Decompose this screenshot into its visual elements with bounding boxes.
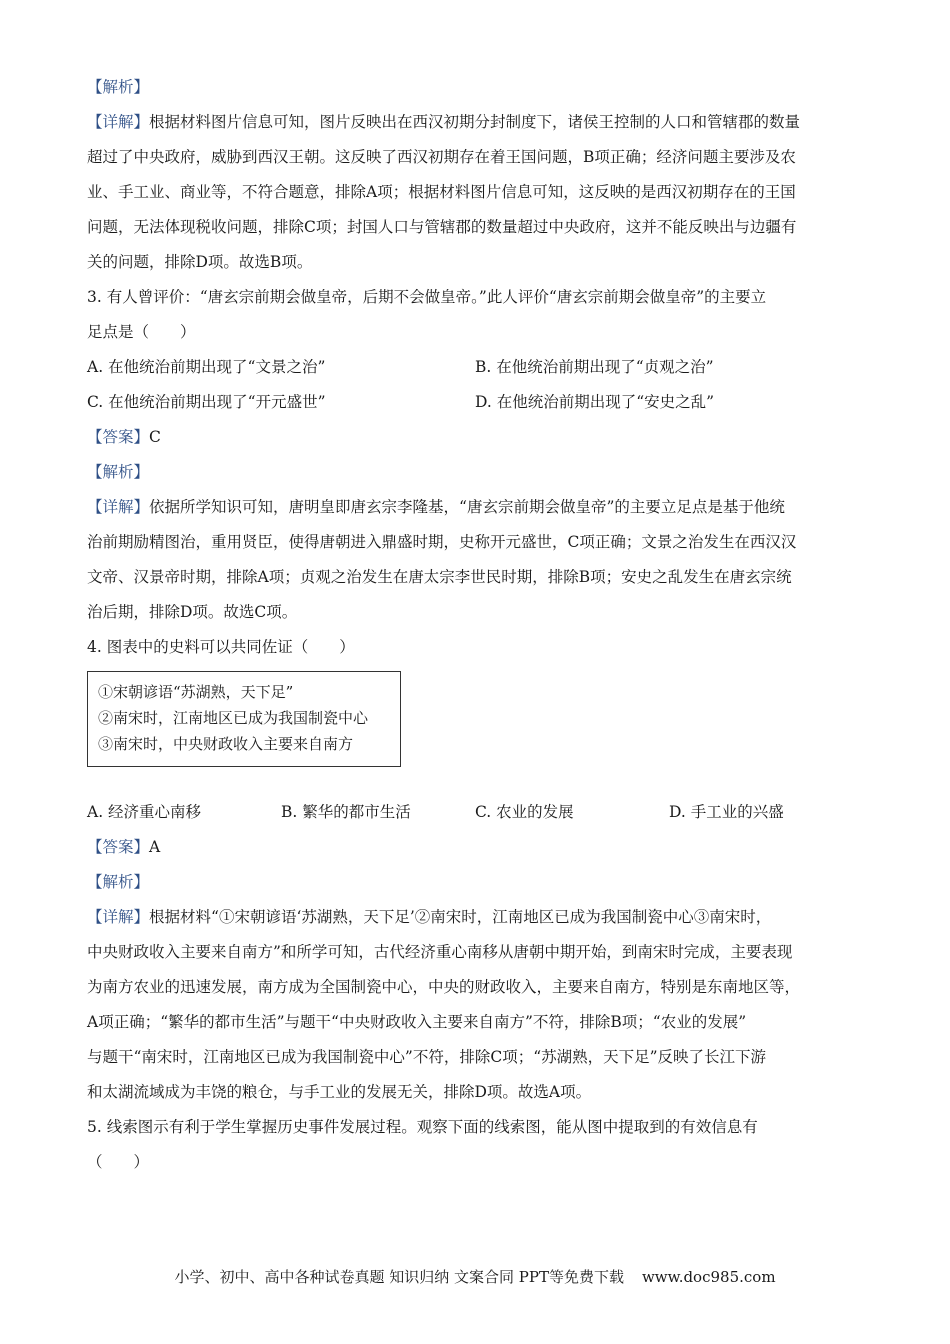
document-page <box>87 70 862 1180</box>
q4-answer: 【答案】A <box>87 838 161 856</box>
q3-detail-line-2: 文帝、汉景帝时期，排除A项；贞观之治发生在唐太宗李世民时期，排除B项；安史之乱发生在唐玄宗统 <box>87 568 792 586</box>
q3-option-a: A. 在他统治前期出现了“文景之治” <box>87 358 326 376</box>
q4-source-item-2: ②南宋时，江南地区已成为我国制瓷中心 <box>98 709 369 727</box>
q4-options-row <box>87 795 862 830</box>
q4-option-c: C. 农业的发展 <box>475 803 574 821</box>
q2-detail-line-1: 超过了中央政府，威胁到西汉王朝。这反映了西汉初期存在着王国问题，B项正确；经济问题主要涉及农 <box>87 148 796 166</box>
q4-detail-line-1: 中央财政收入主要来自南方”和所学可知，古代经济重心南移从唐朝中期开始，到南宋时完成，主要表现 <box>87 943 793 961</box>
q4-detail-line-0: 【详解】根据材料“①宋朝谚语‘苏湖熟，天下足’②南宋时，江南地区已成为我国制瓷中心③南宋时， <box>87 908 772 926</box>
q3-options-row-2 <box>87 385 862 420</box>
q3-answer: 【答案】C <box>87 428 161 446</box>
footer-text: 小学、初中、高中各种试卷真题 知识归纳 文案合同 PPT等免费下载 <box>174 1268 624 1286</box>
q5-stem-line-0: 5. 线索图示有利于学生掌握历史事件发展过程。观察下面的线索图，能从图中提取到的有效信息有 <box>87 1118 758 1136</box>
q4-detail-line-2: 为南方农业的迅速发展，南方成为全国制瓷中心，中央的财政收入，主要来自南方，特别是东南地区等， <box>87 978 801 996</box>
q4-stem: 4. 图表中的史料可以共同佐证（ ） <box>87 638 355 656</box>
q4-source-item-3: ③南宋时，中央财政收入主要来自南方 <box>98 735 354 753</box>
q2-detail-line-2: 业、手工业、商业等，不符合题意，排除A项；根据材料图片信息可知，这反映的是西汉初期存在的王国 <box>87 183 796 201</box>
q2-analysis-tag: 【解析】 <box>87 78 150 96</box>
q3-option-d: D. 在他统治前期出现了“安史之乱” <box>475 393 715 411</box>
q3-detail-line-3: 治后期，排除D项。故选C项。 <box>87 603 298 621</box>
q4-option-d: D. 手工业的兴盛 <box>669 803 784 821</box>
q2-detail-line-0: 【详解】根据材料图片信息可知，图片反映出在西汉初期分封制度下，诸侯王控制的人口和管辖郡的数量 <box>87 113 801 131</box>
footer-site: www.doc985.com <box>641 1268 776 1286</box>
q3-options-row-1 <box>87 350 862 385</box>
q3-analysis-tag: 【解析】 <box>87 463 150 481</box>
q3-detail-line-0: 【详解】依据所学知识可知，唐明皇即唐玄宗李隆基，“唐玄宗前期会做皇帝”的主要立足点是基于他统 <box>87 498 785 516</box>
q2-detail-line-4: 关的问题，排除D项。故选B项。 <box>87 253 313 271</box>
q3-detail-line-1: 治前期励精图治，重用贤臣，使得唐朝进入鼎盛时期，史称开元盛世，C项正确；文景之治发生在西汉汉 <box>87 533 797 551</box>
page-footer <box>0 1266 950 1287</box>
q5-stem-line-1: （ ） <box>87 1153 150 1171</box>
q4-analysis-tag: 【解析】 <box>87 873 150 891</box>
q4-option-a: A. 经济重心南移 <box>87 803 202 821</box>
q4-detail-line-3: A项正确；“繁华的都市生活”与题干“中央财政收入主要来自南方”不符，排除B项；“农业的发展” <box>87 1013 747 1031</box>
q4-detail-line-4: 与题干“南宋时，江南地区已成为我国制瓷中心”不符，排除C项；“苏湖熟，天下足”反映了长江下游 <box>87 1048 767 1066</box>
q4-detail-line-5: 和太湖流域成为丰饶的粮仓，与手工业的发展无关，排除D项。故选A项。 <box>87 1083 592 1101</box>
q3-stem-line-0: 3. 有人曾评价：“唐玄宗前期会做皇帝，后期不会做皇帝。”此人评价“唐玄宗前期会做皇帝”的主要立 <box>87 288 767 306</box>
q2-detail-line-3: 问题，无法体现税收问题，排除C项；封国人口与管辖郡的数量超过中央政府，这并不能反映出与边疆有 <box>87 218 797 236</box>
q3-stem-line-1: 足点是（ ） <box>87 323 196 341</box>
q4-option-b: B. 繁华的都市生活 <box>281 803 411 821</box>
q3-option-b: B. 在他统治前期出现了“贞观之治” <box>475 358 714 376</box>
q4-source-box <box>87 671 401 767</box>
spacer <box>87 767 862 795</box>
q3-option-c: C. 在他统治前期出现了“开元盛世” <box>87 393 326 411</box>
q4-source-item-1: ①宋朝谚语“苏湖熟，天下足” <box>98 683 294 701</box>
